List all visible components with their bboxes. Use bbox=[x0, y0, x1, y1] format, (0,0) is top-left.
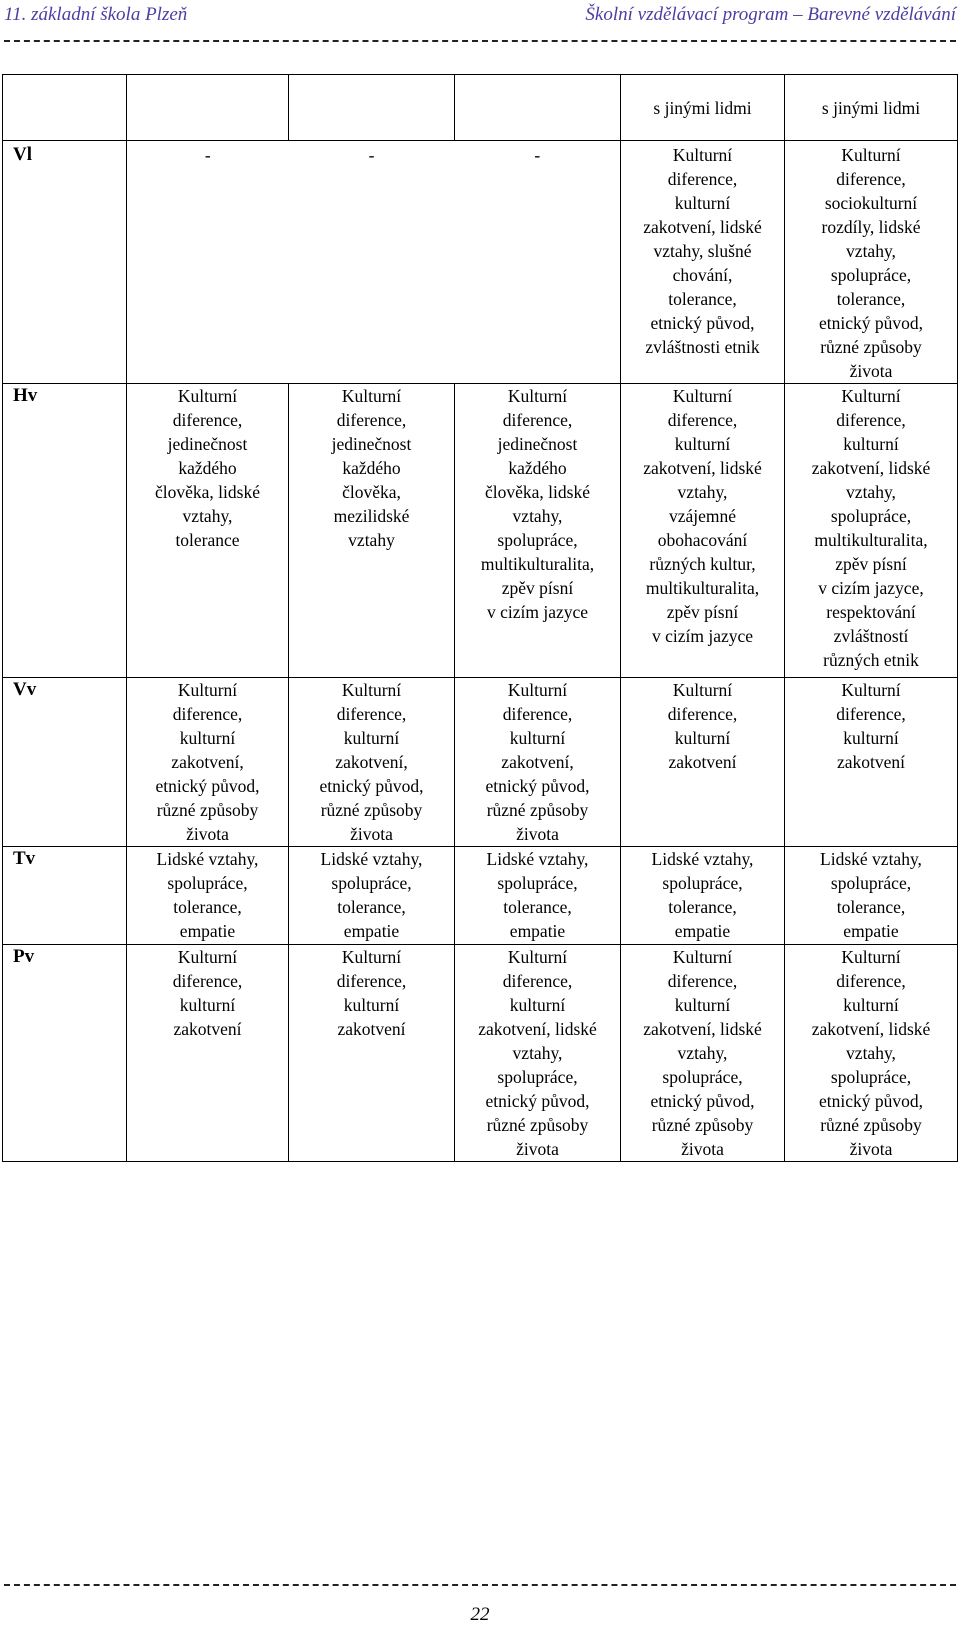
table-cell: Kulturní diference, kulturní zakotvení, lidské vztahy, spolupráce, etnický původ, různé způsoby života bbox=[785, 945, 958, 1162]
row-label: Hv bbox=[3, 384, 127, 678]
table-cell: Kulturní diference, kulturní zakotvení, lidské vztahy, spolupráce, etnický původ, různé způsoby života bbox=[455, 945, 621, 1162]
table-cell: - bbox=[289, 141, 455, 384]
table-cell: - bbox=[455, 141, 621, 384]
page-header bbox=[0, 0, 960, 60]
table-cell: Kulturní diference, kulturní zakotvení, lidské vztahy, vzájemné obohacování různých kultur, multikulturalita, zpěv písní v cizím jazyce bbox=[621, 384, 785, 678]
program-name: Školní vzdělávací program – Barevné vzdělávání bbox=[585, 4, 956, 25]
table-cell: Kulturní diference, kulturní zakotvení, etnický původ, různé způsoby života bbox=[455, 678, 621, 847]
table-cell: Kulturní diference, jedinečnost každého člověka, lidské vztahy, tolerance bbox=[127, 384, 289, 678]
table-cell: Lidské vztahy, spolupráce, tolerance, empatie bbox=[785, 847, 958, 945]
row-label: Tv bbox=[3, 847, 127, 945]
table-cell: Kulturní diference, kulturní zakotvení, etnický původ, různé způsoby života bbox=[289, 678, 455, 847]
header-divider bbox=[4, 40, 956, 42]
header-cell bbox=[455, 75, 621, 141]
table-cell: Lidské vztahy, spolupráce, tolerance, empatie bbox=[289, 847, 455, 945]
row-label: Vl bbox=[3, 141, 127, 384]
table-row bbox=[3, 384, 958, 678]
table-cell: - bbox=[127, 141, 289, 384]
row-label: Vv bbox=[3, 678, 127, 847]
header-cell bbox=[289, 75, 455, 141]
table-row bbox=[3, 847, 958, 945]
table-cell: Kulturní diference, kulturní zakotvení bbox=[785, 678, 958, 847]
table-cell: Kulturní diference, jedinečnost každého člověka, lidské vztahy, spolupráce, multikulturalita, zpěv písní v cizím jazyce bbox=[455, 384, 621, 678]
table-cell: Lidské vztahy, spolupráce, tolerance, empatie bbox=[127, 847, 289, 945]
header-cell bbox=[127, 75, 289, 141]
table-cell: Kulturní diference, kulturní zakotvení, etnický původ, různé způsoby života bbox=[127, 678, 289, 847]
footer-divider bbox=[4, 1584, 956, 1586]
table-cell: Kulturní diference, sociokulturní rozdíly, lidské vztahy, spolupráce, tolerance, etnický původ, různé způsoby života bbox=[785, 141, 958, 384]
subject-table bbox=[2, 74, 958, 1162]
table-row bbox=[3, 141, 958, 384]
row-label: Pv bbox=[3, 945, 127, 1162]
school-name: 11. základní škola Plzeň bbox=[4, 4, 188, 25]
table-cell: Kulturní diference, kulturní zakotvení bbox=[621, 678, 785, 847]
table-cell: Kulturní diference, kulturní zakotvení bbox=[289, 945, 455, 1162]
table-row bbox=[3, 678, 958, 847]
table-cell: Lidské vztahy, spolupráce, tolerance, empatie bbox=[621, 847, 785, 945]
table-cell: Lidské vztahy, spolupráce, tolerance, empatie bbox=[455, 847, 621, 945]
page-number: 22 bbox=[470, 1604, 490, 1625]
table-cell: Kulturní diference, kulturní zakotvení, lidské vztahy, slušné chování, tolerance, etnický původ, zvláštnosti etnik bbox=[621, 141, 785, 384]
header-cell: s jinými lidmi bbox=[621, 75, 785, 141]
table-cell: Kulturní diference, kulturní zakotvení bbox=[127, 945, 289, 1162]
table-cell: Kulturní diference, kulturní zakotvení, lidské vztahy, spolupráce, multikulturalita, zpěv písní v cizím jazyce, respektování zvláštností různých etnik bbox=[785, 384, 958, 678]
table-cell: Kulturní diference, kulturní zakotvení, lidské vztahy, spolupráce, etnický původ, různé způsoby života bbox=[621, 945, 785, 1162]
table-header-row bbox=[3, 75, 958, 141]
header-cell: s jinými lidmi bbox=[785, 75, 958, 141]
header-cell bbox=[3, 75, 127, 141]
table-cell: Kulturní diference, jedinečnost každého člověka, mezilidské vztahy bbox=[289, 384, 455, 678]
table-row bbox=[3, 945, 958, 1162]
